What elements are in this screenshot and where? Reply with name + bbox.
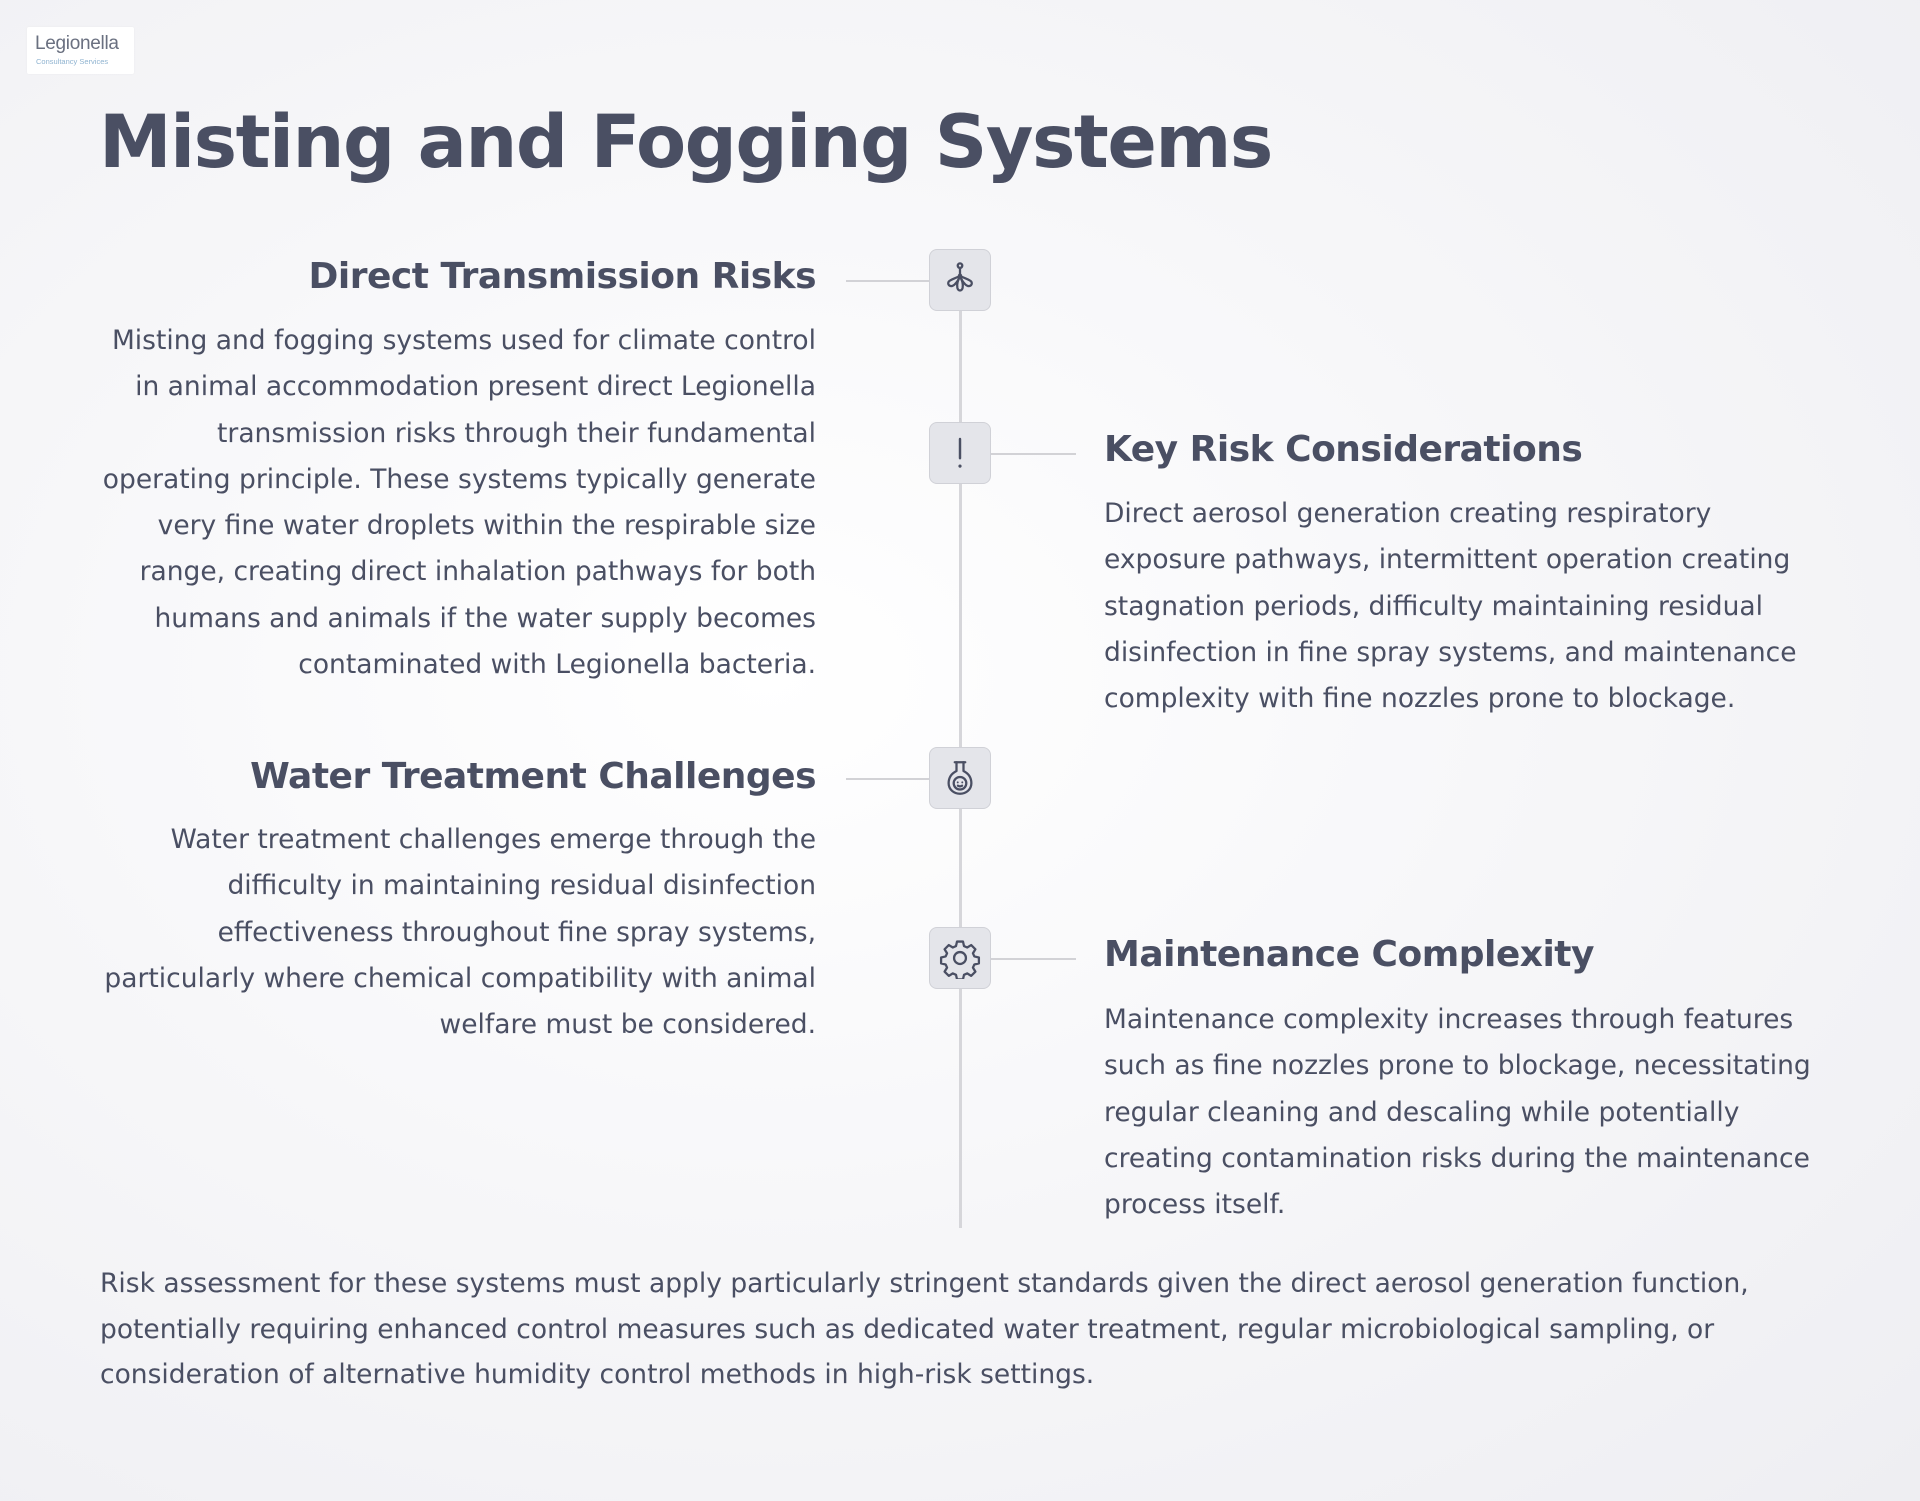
heading-key-risk: Key Risk Considerations (1104, 429, 1583, 470)
heading-direct-transmission: Direct Transmission Risks (308, 256, 816, 297)
heading-maintenance: Maintenance Complexity (1104, 934, 1594, 975)
connector-direct-transmission (846, 280, 929, 282)
connector-water-treatment (846, 778, 929, 780)
footer-summary: Risk assessment for these systems must apply particularly stringent standards given the direct aerosol generation function, potentially requiring enhanced control measures such as dedicated water treatment, regular microbiological sampling, or consideration of alternative humidity control methods in high-risk settings. (100, 1268, 1749, 1390)
timeline-node-key-risk (929, 422, 991, 484)
body-key-risk: Direct aerosol generation creating respiratory exposure pathways, intermittent operation creating stagnation periods, difficulty maintaining residual disinfection in fine spray systems, and maintenance complexity with fine nozzles prone to blockage. (1104, 498, 1797, 715)
connector-maintenance (991, 958, 1076, 960)
spray-icon (939, 259, 981, 301)
body-water-treatment: Water treatment challenges emerge through the difficulty in maintaining residual disinfection effectiveness throughout fine spray systems, particularly where chemical compatibility with animal welfare must be considered. (104, 824, 816, 1041)
connector-key-risk (991, 453, 1076, 455)
flask-icon (939, 757, 981, 799)
exclamation-icon (939, 432, 981, 474)
page-title: Misting and Fogging Systems (99, 100, 1272, 185)
logo-name: Legionella (35, 33, 119, 54)
timeline-node-water-treatment (929, 747, 991, 809)
timeline-node-maintenance (929, 927, 991, 989)
logo (27, 27, 134, 74)
logo-tagline: Consultancy Services (36, 57, 109, 66)
heading-water-treatment: Water Treatment Challenges (250, 756, 816, 797)
body-direct-transmission: Misting and fogging systems used for climate control in animal accommodation present direct Legionella transmission risks through their fundamental operating principle. These systems typically generate very fine water droplets within the respirable size range, creating direct inhalation pathways for both humans and animals if the water supply becomes contaminated with Legionella bacteria. (102, 325, 816, 681)
timeline-node-direct-transmission (929, 249, 991, 311)
body-maintenance: Maintenance complexity increases through features such as fine nozzles prone to blockage, necessitating regular cleaning and descaling while potentially creating contamination risks during the maintenance process itself. (1104, 1004, 1811, 1221)
gear-icon (939, 937, 981, 979)
